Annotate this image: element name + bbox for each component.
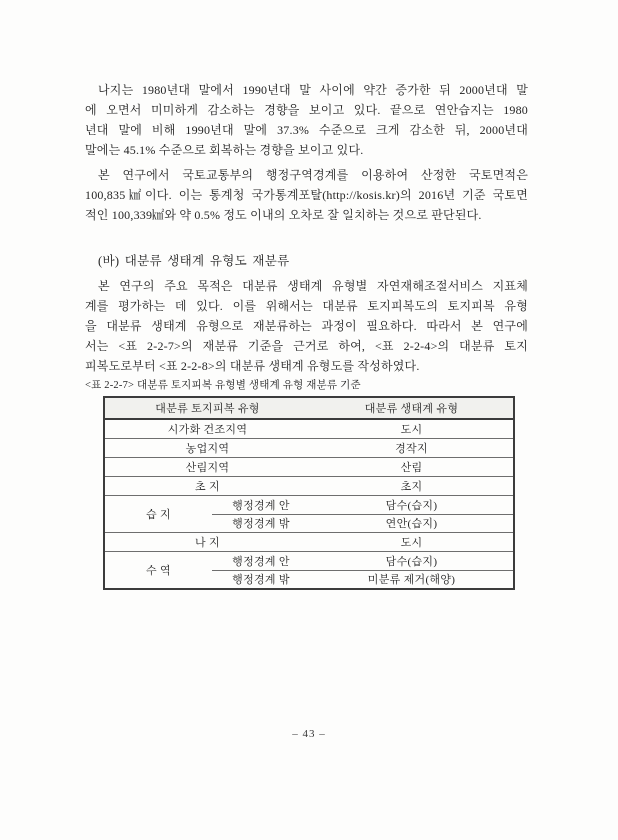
table-caption: <표 2-2-7> 대분류 토지피복 유형별 생태계 유형 재분류 기준: [85, 380, 361, 391]
cell-ecosystem-type: 담수(습지): [385, 555, 438, 568]
rowgroup-label-cell: 습 지: [146, 509, 171, 521]
paragraph-2: [85, 165, 528, 225]
text-line: 적인 100,339㎢와 약 0.5% 정도 이내의 오차로 잘 일치하는 것으로 판단된다.: [85, 208, 482, 222]
table-row: [105, 477, 513, 496]
cell-ecosystem-type: 미분류 제거(해양): [367, 574, 456, 587]
cell-landcover-type: 초 지: [195, 481, 220, 493]
table-row: [105, 458, 513, 477]
cell-ecosystem-type: 도시: [400, 537, 423, 549]
table-row: [105, 420, 513, 439]
cell-admin-boundary: 행정경계 안: [232, 555, 290, 568]
cell-ecosystem-type: 산림: [400, 462, 423, 474]
text-line: 을 대분류 생태계 유형으로 재분류하는 과정이 필요하다. 따라서 본 연구에: [85, 319, 528, 333]
cell-ecosystem-type: 도시: [400, 424, 423, 436]
cell-admin-boundary: 행정경계 안: [232, 499, 290, 512]
rowgroup-label-cell: 수 역: [146, 565, 171, 577]
table-rowgroup-water: [105, 552, 513, 588]
table-subrow: [212, 515, 513, 533]
text-line: 에 오면서 미미하게 감소하는 경향을 보이고 있다. 끝으로 연안습지는 1980: [85, 103, 528, 117]
paragraph-1: [85, 80, 528, 160]
text-line: 년대 말에 비해 1990년대 말에 37.3% 수준으로 크게 감소한 뒤, 2000년대: [85, 123, 528, 137]
header-cell-landcover-type: 대분류 토지피복 유형: [155, 403, 260, 415]
cell-admin-boundary: 행정경계 밖: [232, 574, 290, 587]
table-subrow: [212, 496, 513, 515]
cell-ecosystem-type: 경작지: [395, 443, 428, 455]
table-header-row: [105, 398, 513, 420]
cell-ecosystem-type: 연안(습지): [385, 518, 438, 531]
reclassification-table: [103, 396, 515, 590]
text-line: 본 연구의 주요 목적은 대분류 생태계 유형별 자연재해조절서비스 지표체: [98, 279, 528, 293]
cell-landcover-type: 농업지역: [185, 443, 230, 455]
table-row: [105, 439, 513, 458]
cell-ecosystem-type: 담수(습지): [385, 499, 438, 512]
text-line: 말에는 45.1% 수준으로 회복하는 경향을 보이고 있다.: [85, 143, 364, 157]
rowgroup-subrows: [212, 496, 513, 532]
page-number: – 43 –: [292, 728, 326, 740]
text-line: 100,835㎢이다. 이는 통계청 국가통계포탈(http://kosis.kr)의 2016년 기준 국토면: [85, 188, 528, 202]
cell-ecosystem-type: 초지: [400, 481, 423, 493]
text-line: 계를 평가하는 데 있다. 이를 위해서는 대분류 토지피복도의 토지피복 유형: [85, 299, 528, 313]
table-subrow: [212, 571, 513, 589]
cell-landcover-type: 시가화 건조지역: [167, 424, 248, 436]
section-heading: (바) 대분류 생태계 유형도 재분류: [98, 254, 290, 268]
rowgroup-subrows: [212, 552, 513, 588]
table-subrow: [212, 552, 513, 571]
text-line: 본 연구에서 국토교통부의 행정구역경계를 이용하여 산정한 국토면적은: [98, 168, 528, 182]
text-line: 서는 <표 2-2-7>의 재분류 기준을 근거로 하여, <표 2-2-4>의 대분류 토지: [85, 339, 528, 353]
cell-admin-boundary: 행정경계 밖: [232, 518, 290, 531]
cell-landcover-type: 산림지역: [185, 462, 230, 474]
cell-landcover-type: 나 지: [195, 537, 220, 549]
table-rowgroup-wetland: [105, 496, 513, 533]
table-row: [105, 533, 513, 552]
text-line: 나지는 1980년대 말에서 1990년대 말 사이에 약간 증가한 뒤 2000년대 말: [98, 83, 528, 97]
text-line: 피복도로부터 <표 2-2-8>의 대분류 생태계 유형도를 작성하였다.: [85, 359, 420, 373]
paragraph-3: [85, 276, 528, 376]
header-cell-ecosystem-type: 대분류 생태계 유형: [364, 403, 459, 415]
